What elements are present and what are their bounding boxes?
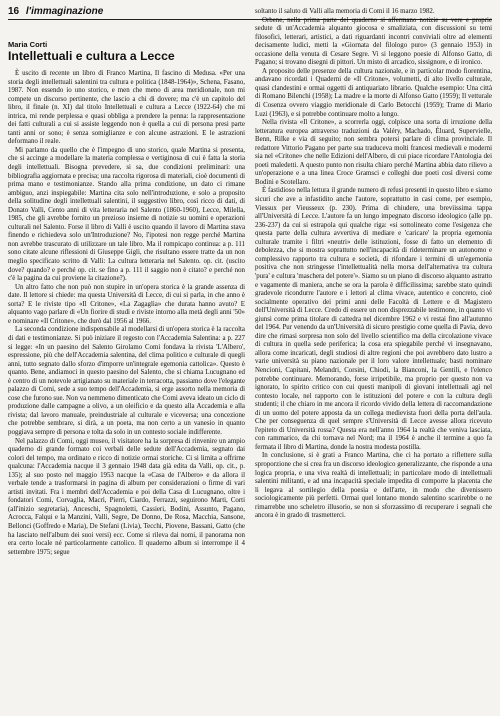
paragraph: Un altro fatto che non può non stupire in un'opera storica è la grande assenza di date. Il lettore si chiede: ma questa Università di Lecce, di cui si parla, in che anno è sorta? E le riviste tipo «Il Critone», «La Zagaglia» che durata hanno avuto? E alquanto vago parlare di «Un fiorire di studi e riviste intorno alla metà degli anni '50» e nominare «Il Critone», che durò dal 1956 al 1966.: [8, 283, 245, 325]
paragraph: Orbene, nella prima parte del quaderno si affermano notizie su vere e proprie sedute di un'Accademia alquanto giocosa e smaliziata, con discussioni su temi filosofici, letterari, artistici, a dati riguardanti incontri conviviali oltre ad elementi decisamente ludici, metti la «Giornata del filologo puro» (3 gennaio 1953) in occasione della venuta di Cesare Segre. Vi si leggono poesie di Alfonso Gatto, di Pagano; si trovano disegni di pittori. Un misto di arcadico, sissignore, e di ironico.: [255, 16, 492, 67]
paragraph: Mi parlamo da quello che è l'impegno di uno storico, quale Martina si presenta, che si accinge a modellare la materia complessa e vertiginosa di cui è fatta la storia degli intellettuali. Bisogna prevedere, si sa, due condizioni preliminari: una bibliografia aggiornata e precisa; una raccolta rigorosa di materiali, cioè documenti di prima mano e testimonianze. Stando alla prima condizione, un dato ci rimane ambiguo, anzi inspiegabile: Martina cita solo nell'introduzione, e solo a proposito della solitudine degli intellettuali salentini, il suggestivo libro, così ricco di dati, di Donato Valli, Cento anni di vita letteraria nel Salento (1860-1960), Lecce, Milella, 1985, che gli avrebbe fornito un prezioso insieme di notizie su uomini e operazioni culturali nel Salento. Forse il libro di Valli è uscito quando il lavoro di Martina stava finendo e richiedeva solo un'Introduzione? No, l'ipotesi non regge perché Martina non avrebbe trascurato di utilizzare un tale libro. Ma il rompicapo continua: a p. 111 sono citate alcune riflessioni di Giuseppe Gigli, che risultano essere tratte da un non meglio specificato scritto di Valli: La cultura letteraria nel Salento. op. cit. (uscito dove? quando? e perché op. cit. se fino a p. 111 il saggio non è citato? e perché non c'è la pagina da cui proviene la citazione?).: [8, 146, 245, 283]
right-column: [255, 8, 492, 521]
paragraph: La seconda condizione indispensabile al modellarsi di un'opera storica è la raccolta di dati e testimonianze. Si può iniziare il regesto con l'Accademia Salentina: a p. 227 si legge: «In un paesino del Salento Girolamo Comi fondava la rivista 'L'Albero', espressione, più che dell'Accademia salentina, del clima politico e culturale di quegli anni, tutto segnato dallo sforzo d'imporre un'integrale egemonia cattolica». Questo è quanto. Bene, andiamoci in questo paesino del Salento, che si chiama Lucugnano ed è centro di un notevole artigianato su materiale in terracotta, passiamo dove l'elegante palazzo di Comi, sede a suo tempo dell'Accademia, si erge assorto nella memoria di cose che furono sue. Non va nemmeno dimenticato che Comi aveva ideato un ciclo di produzione dalle campagne a olivo, a un oleificio e da questo alla Accademia e alla rivista; dal lavoro manuale, preindustriale al culturale e viceversa; una concezione che potrebbe sembrare, si dirà, a un poeta, ma non certo a un vanesio in quanto poggiava sempre di persona e tolta da solo in un contesto sociale indifferente.: [8, 326, 245, 436]
paragraph: Nella rivista «Il Critone», a scorrerla oggi, colpisce una sorta di irruzione della letteratura europea attraverso traduzioni da Valéry, Machado, Éluard, Supervielle, Benn, Rilke e via di seguito; non sembra potersi parlare di clima provinciale. Il redattore Vittorio Pagano per parte sua traduceva molti francesi medievali e moderni sia nel «Critone» che nelle Edizioni dell'Albero, di cui piace ricordare l'Antologia dei poeti maledetti. A questo punto non risulta chiaro perché Martina abbia dato rilievo a un'operazione e a una linea Croce Gramsci e colleghi due poeti così diversi come Bodini e Scotellaro.: [255, 119, 492, 186]
article-title: Intellettuali e cultura a Lecce: [8, 49, 175, 63]
paragraph: A proposito delle presenze della cultura nazionale, e in particolar modo fiorentina, andavano ricordati i Quaderni de «Il Critone», volumetti, di alto livello culturale, quasi clandestini e ormai oggetti di antiquariato librario. Qualche esempio: Una città di Romano Bilenchi (1958); La madre e la morte di Alfonso Gatto (1959); Il vetturale di Cosenza ovvero viaggio meridionale di Carlo Betocchi (1959); Trame di Mario Luzi (1963), e si potrebbe continuare molto a lungo.: [255, 67, 492, 118]
paragraph: È fastidioso nella lettura il grande numero di refusi presenti in questo libro e siamo sicuri che ave a infastidito anche l'autore, soprattutto in casi come, per esempio, Viessux per Vieusseux (p. 230). Prima di chiudere, una breviissima tappa all'Università di Lecce. L'autore fa un lungo impegnato discorso ideologico (alle pp. 236-237) da cui si estrapola qui qualche riga: «si sottolineato come l'esigenza che questa parte della cultura avvertiva di mediare e 'caricare' la propria egemonia culturale tramite i filtri «neutri» delle istituzioni, fosse di fatto un elemento di debolezza, che si mostra soprattutto nell'incapacità di rideterminare un autonomo e complessivo rapporto tra cultura e società, di rifondare i termini di un'egemonia positiva che non stringesse l'intellettualità nella morsa dell'alternativa tra cultura 'pura' e cultura 'maschera del potere'». Siamo su un piano di discorso alquanto astratto e vagamente di maniera, anche se ora la parola è difficilissima; sarebbe stato quindi gradevole ricondurre l'autore e i lettori al clima vivace, autentico e concreto, cioè socialmente operativo dei primi anni delle Facoltà di Lettere e di Magistero dell'Università di Lecce. Credo di essere un non disprezzabile testimone, in quanto vi giunsi come prima titolare di cattedra nel dicembre 1962 e vi restai fino all'autunno del 1964. Pur venendo da un'Università di sicuro prestigio come quella di Pavia, devo dire che rimasi sorpresa non solo del livello scientifico ma della circolazione vivace di cultura in quella sede periferica; la cosa era spiegabile perché vi insegnavano, allora come incaricati, degli studiosi di altre regioni che poi avrebbero dato lustro a varie università su piano nazionale per il loro valore intellettuale; basti nominare Nencioni, Capitani, Melandri, Corsini, Chiodi, la Bianconi, la Gentili, e l'elenco potrebbe continuare. Memorando, forse irripetibile, ma proprio per questo non va ignorato, lo spirito critico con cui questi manipoli di giovani intellettuali agì nel contesto locale, nel rapporto con le istituzioni del potere e con la cultura degli studenti; il che chiaro in me ancora il ricordo vivido della lettera di raccomandazione di un uomo del potere apposta da un collega medievista fuori della porta dell'aula. Che per conseguenza di quel sempre s'Università di Lecce avesse allora ricevuto l'epiteto di Università rossa? Questa era nell'anno 1964 la realtà che veniva lasciata, con rammarico, da chi tornava nel Nord; ma il 1964 è anche il termine a quo fa fermata il libro di Martina, donde la nostra modesta postilla.: [255, 187, 492, 451]
paragraph: soltanto il saluto di Valli alla memoria di Comi il 16 marzo 1982.: [255, 8, 435, 15]
magazine-name: l'immaginazione: [25, 6, 104, 17]
paragraph: In conclusione, si è grati a Franco Martina, che ci ha portato a riflettere sulla sproporzione che si crea fra un discorso ideologico generalizzante, che risponde a una logica propria, e una viva realtà di intellettuali; in particolare modo di intellettuali salentini militanti, e ad una incapacità speciale impedita di comporre la placenta che li legava al sortilegio della poesia e dell'arte, in modo che divenissero sociologicamente più perfetti. Ormai quel lontano mondo salentino scarirebbe o ne rimarrebbe uno scheletro illusorio, se non si sforzassimo di recuperare i segnali che ancora è in grado di trasmetterci.: [255, 452, 492, 520]
article-author: Maria Corti: [8, 40, 48, 49]
left-column: [8, 70, 245, 557]
paragraph: Nel palazzo di Comi, oggi museo, il visitatore ha la sorpresa di rinvenire un ampio quaderno di grande formato coi verbali delle sedute dell'Accademia, segnato dai colori del tempo, ma ordinato e ricco di notizie ormai storiche. Ci si limita a offrirne qualcuna: l'Accademia nacque il 3 gennaio 1948 data già edita da Valli, op. cit., p. 135); al suo posto nel maggio 1953 nacque la «Casa de l'Albero» e da allora il verbale tende a trasformarsi in pagina di album per considerazioni o firme di vari artisti invitati. Fra i membri dell'Accademia e poi della Casa di Lucugnano, oltre i fondatori Comi, Corvaglia, Macrì, Pierri, Ciardo, Ferrazzi, seguirono Marti, Corti (all'inizio segretaria), Anceschi, Spagnoletti, Cassieri, Bodini, Assunto, Pagano, Acrocca, Falqui e la Manzini, Valli, Segre, De Donno, De Rosa, Macchia, Sansone, Bellonci (Goffredo e Maria), De Stefani (Livia), Tecchi, Piovene, Bassani, Gatto (che ha lasciato nell'album dei suoi versi) ecc. Come si rileva dai nomi, il panorama non era certo locale né particolarmente cattolico. Il quaderno album si interrompe il 4 settembre 1975; segue: [8, 437, 245, 556]
page-number: 16: [8, 6, 20, 17]
paragraph: È uscito di recente un libro di Franco Martina, Il fascino di Medusa. «Per una storia degli intellettuali salentini tra cultura e politica (1848-1964)», Schena, Fasano, 1987. Non essendo io uno storico, e men che meno di area meridionale, non mi compete un discorso pertinente, che lascio a chi di dovere; ma c'è un capitolo del libro, il finale (n. XI) dal titolo Intellettuali e cultura a Lecce (1922-64) che mi intrica, mi rende perplessa e quasi obbliga a prendere la penna: la rappresentazione dei fatti culturali a cui si assiste leggendo non è quella a cui di persona presi parte tanti anni or sono; è senza somiglianze e con alcune astrazioni. E le astrazioni deformano il reale.: [8, 70, 245, 146]
